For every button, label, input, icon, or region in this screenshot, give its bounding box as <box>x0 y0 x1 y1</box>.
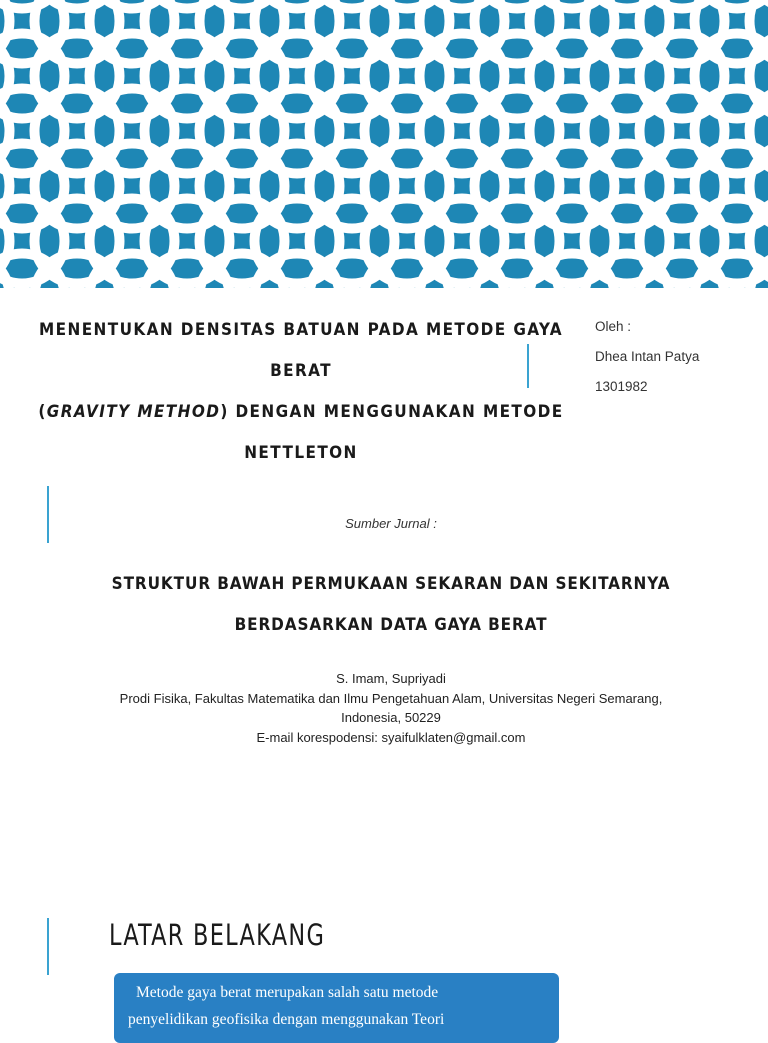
author-id: 1301982 <box>595 374 699 404</box>
slide2-accent-line <box>47 486 49 543</box>
slide3-accent-line <box>47 918 49 975</box>
title-line-3: NETTLETON <box>20 433 582 474</box>
decorative-banner <box>0 0 768 288</box>
title-divider-line <box>527 344 529 388</box>
content-line-2: penyelidikan geofisika dengan menggunakan Teori <box>128 1006 545 1033</box>
circle-pattern-graphic <box>0 0 768 288</box>
title-paren-open: ( <box>38 402 46 422</box>
paper-authors: S. Imam, Supriyadi <box>60 669 722 689</box>
paper-affiliation-line-1: Prodi Fisika, Fakultas Matematika dan Ilmu Pengetahuan Alam, Universitas Negeri Semarang, <box>60 689 722 709</box>
paper-title-line-1: STRUKTUR BAWAH PERMUKAAN SEKARAN DAN SEKITARNYA <box>60 564 722 605</box>
author-name: Dhea Intan Patya <box>595 344 699 374</box>
title-line-1: MENENTUKAN DENSITAS BATUAN PADA METODE GAYA BERAT <box>20 310 582 392</box>
paper-affiliation-line-2: Indonesia, 50229 <box>60 708 722 728</box>
presentation-title <box>20 310 582 474</box>
content-box <box>114 973 559 1043</box>
content-line-1: Metode gaya berat merupakan salah satu metode <box>128 979 545 1006</box>
author-block <box>595 314 699 404</box>
paper-title-line-2: BERDASARKAN DATA GAYA BERAT <box>60 605 722 646</box>
title-italic-term: GRAVITY METHOD <box>47 402 221 422</box>
paper-email: E-mail korespodensi: syaifulklaten@gmail.com <box>60 728 722 748</box>
title-line-2-rest: ) DENGAN MENGGUNAKAN METODE <box>220 402 563 422</box>
paper-title <box>60 564 722 646</box>
title-line-2 <box>20 392 582 433</box>
author-label: Oleh : <box>595 314 699 344</box>
paper-metadata <box>60 669 722 747</box>
section-heading: LATAR BELAKANG <box>109 918 325 952</box>
source-label: Sumber Jurnal : <box>0 516 768 531</box>
